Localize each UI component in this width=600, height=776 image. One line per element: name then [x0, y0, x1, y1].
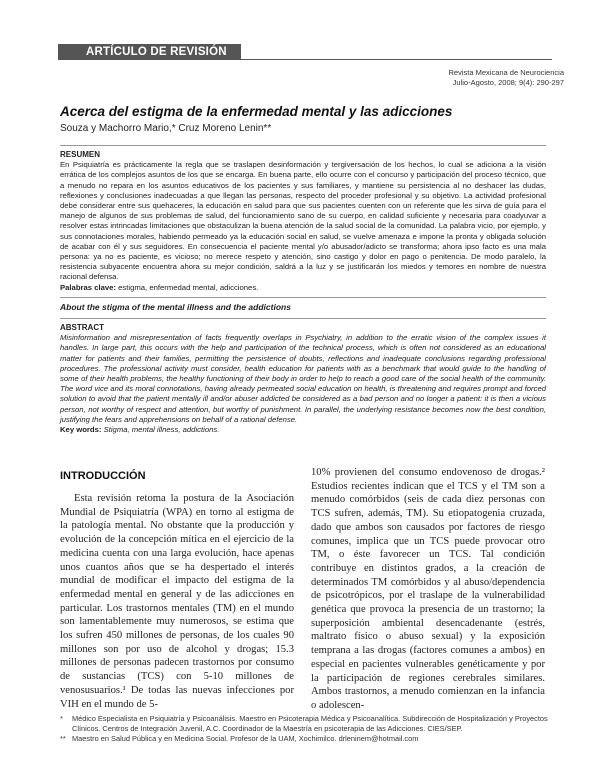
intro-right-column: 10% provienen del consumo endovenoso de drogas.² Estudios recientes indican que el TCS y el TM son a menudo comórbidos (seis de cada diez personas con TCS sufren, además, TM). Su etiopatogenia cruzada, dado que ambos son causados por factores de riesgo comunes, implica que un TCS puede provocar otro TM, o éste favorecer un TCS. Tal condición contribuye en distintos grados, a la creación de determinados TM comórbidos y al abuso/dependencia de psicotrópicos, por el traslape de la vulnerabilidad genética que provoca la presencia de un trastorno; la superposición ambiental desencadenante (estrés, maltrato físico o abuso sexual) y la exposición temprana a las drogas (factores comunes a ambos) en especial en pacientes vulnerables genéticamente y por la participación de regiones cerebrales similares. Ambos trastornos, a menudo comienzan en la infancia o adolescen-	[311, 467, 545, 711]
journal-name: Revista Mexicana de Neurociencia	[448, 68, 564, 77]
journal-info	[449, 68, 564, 88]
footnote-mark: *	[60, 714, 63, 723]
abstract-keywords	[60, 425, 546, 435]
footnote	[60, 734, 550, 744]
keywords-text: estigma, enfermedad mental, adicciones.	[118, 282, 259, 292]
abstract-body: Misinformation and misrepresentation of facts frequently overlaps in Psychiatry, in addition to the erratic vision of the complex issues it handles. In large part, this occurs with the help and participation of the technical process, which is often not considered as an educational matter for patients and their families, permitting the persistence of doubts, reflections and inadequate conclusions regarding professional procedures. The professional activity must consider, health education for patients with as a benchmark that would guide to the handling of some of their health problems, the healthy functioning of their body in order to help to reach a good care of the social health of the community. The word vice and its moral connotations, having already permeated social education on health, is threatening and requires prompt and forced solution to avoid that the patient mentally ill and/or abuser addicted be considered as a bad person and no longer a patient: it is then a vicious person, not worthy of respect and attention, but worthy of punishment. In parallel, the underlying resistance becomes now the best condition, justifying the fears and apprehensions on behalf of a rational defense.	[60, 333, 546, 424]
footnotes	[60, 714, 550, 744]
abstract-block	[60, 141, 546, 435]
divider	[60, 297, 546, 298]
resumen-heading: RESUMEN	[60, 150, 101, 159]
section-header	[58, 44, 552, 60]
intro-heading: INTRODUCCIÓN	[60, 470, 146, 482]
footnote-text: Maestro en Salud Pública y en Medicina Social. Profesor de la UAM, Xochimilco. drleninem@hotmail.com	[72, 734, 419, 743]
header-rule	[58, 59, 552, 60]
divider	[60, 318, 546, 319]
abstract-heading: ABSTRACT	[60, 323, 104, 333]
article-title: Acerca del estigma de la enfermedad mental y las adicciones	[60, 104, 453, 119]
divider	[60, 145, 546, 146]
intro-left-column: Esta revisión retoma la postura de la Asociación Mundial de Psiquiatría (WPA) en torno al estigma de la patología mental. No obstante que la producción y evolución de la concepción mítica en el ejercicio de la medicina cuenta con una larga evolución, hace apenas unos cuantos años que se ha despertado el interés mundial de modificar el impacto del estigma de la enfermedad mental en general y de las adicciones en particular. Los trastornos mentales (TM) en el mundo son lamentablemente muy numerosos, se estima que los sufren 450 millones de personas, de los cuales 90 millones son por uso de alcohol y drogas; 15.3 millones de personas padecen trastornos por consumo de sustancias (TCS) con 5-10 millones de venosusuarios.¹ De todas las nuevas infecciones por VIH en el mundo de 5-	[60, 493, 294, 710]
footnote-text: Médico Especialista en Psiquiatría y Psicoanálisis. Maestro en Psicoterapia Médica y Psicoanalítica. Subdirección de Hospitalización y Proyectos Clínicos. Centros de Integración Juvenil, A.C. Coordinador de la Maestría en psicoterapia de las Adicciones. CIES/SEP.	[72, 714, 548, 733]
resumen-keywords	[60, 283, 546, 293]
resumen-body: En Psiquiatría es prácticamente la regla que se traslapen desinformación y tergiversación de los hechos, lo cual se adiciona a la visión errática de los complejos asuntos de los que se encarga. En buena parte, ello ocurre con el concurso y participación del proceso técnico, que a menudo no repara en los asuntos educativos de los pacientes y sus familiares, y mantiene su persistencia al no deshacer las dudas, reflexiones y conclusiones inadecuadas a que llegan las personas, respecto del proceder profesional y su objetivo. La actividad profesional debe considerar entre sus quehaceres, la educación en salud para que sus pacientes cuenten con un referente que les sirva de guía para el manejo de algunos de sus problemas de salud, del funcionamiento sano de su cuerpo, en calidad suficiente y necesaria para coadyuvar a resolver estas intrincadas limitaciones que obstaculizan la buena atención de la salud social de la comunidad. La palabra vicio, por ejemplo, y sus connotaciones morales, habiendo permeado ya la educación social en salud, se vuelve amenaza e impone la pronta y obligada solución de acabar con él y sus seguidores. En consecuencia el paciente mental y/o abusador/adicto se transforma; ahora ipso facto es una mala persona: ya no es paciente, es vicioso; no merece respeto y atención, sino castigo y dolor en pago o penitencia. De modo paralelo, la resistencia subyacente encuentra ahora su mejor condición, saldrá a la luz y se justificarán los miedos y temores en nombre de nuestra racional defensa.	[60, 160, 546, 282]
keywords-label-en: Key words:	[60, 425, 102, 435]
keywords-text-en: Stigma, mental illness, addictions.	[103, 425, 220, 435]
footnote-mark: **	[60, 734, 66, 743]
article-authors: Souza y Machorro Mario,* Cruz Moreno Lenin**	[60, 123, 272, 134]
journal-issue: Julio-Agosto, 2008; 9(4): 290-297	[452, 78, 564, 87]
footnote	[60, 714, 550, 734]
keywords-label: Palabras clave:	[60, 282, 116, 292]
section-label: ARTÍCULO DE REVISIÓN	[58, 44, 241, 60]
english-title: About the stigma of the mental illness and the addictions	[60, 301, 291, 312]
